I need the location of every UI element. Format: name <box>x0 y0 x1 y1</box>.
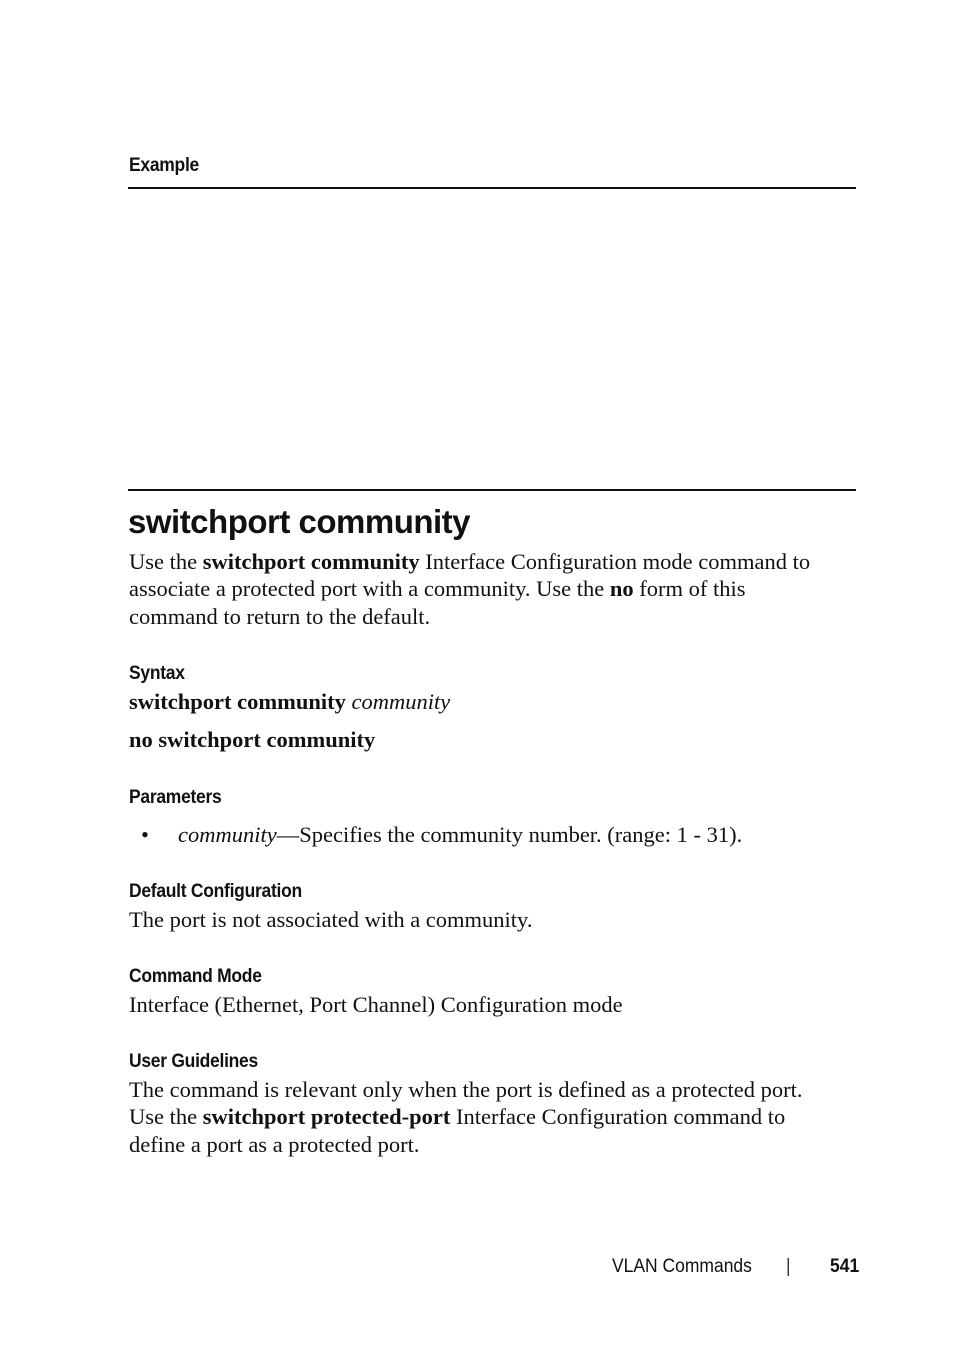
user-guidelines-line-1: The command is relevant only when the port is defined as a protected port. <box>129 1077 803 1102</box>
description-line-1: Use the switchport community Interface Configuration mode command to <box>129 549 811 574</box>
example-rule <box>128 187 856 189</box>
syntax-heading: Syntax <box>129 663 185 684</box>
user-guidelines-line-3: define a port as a protected port. <box>129 1132 420 1157</box>
user-guidelines-line-2: Use the switchport protected-port Interface Configuration command to <box>129 1104 786 1129</box>
command-mode-text: Interface (Ethernet, Port Channel) Configuration mode <box>129 992 623 1017</box>
page-number: 541 <box>830 1256 860 1277</box>
description-line-3: command to return to the default. <box>129 604 431 629</box>
syntax-line-1: switchport community community <box>129 689 451 714</box>
footer-separator: | <box>786 1256 791 1277</box>
parameter-item: community—Specifies the community number. (range: 1 - 31). <box>178 822 743 847</box>
command-mode-heading: Command Mode <box>129 966 262 987</box>
syntax-line-2: no switchport community <box>129 727 376 752</box>
user-guidelines-heading: User Guidelines <box>129 1051 258 1072</box>
parameters-heading: Parameters <box>129 787 222 808</box>
description-line-2: associate a protected port with a community. Use the no form of this <box>129 576 746 601</box>
example-heading: Example <box>129 155 199 176</box>
parameter-bullet: • <box>141 822 149 847</box>
default-config-heading: Default Configuration <box>129 881 302 902</box>
default-config-text: The port is not associated with a community. <box>129 907 533 932</box>
title-rule <box>128 489 856 491</box>
footer-section-name: VLAN Commands <box>612 1256 752 1277</box>
page-title: switchport community <box>128 503 471 540</box>
